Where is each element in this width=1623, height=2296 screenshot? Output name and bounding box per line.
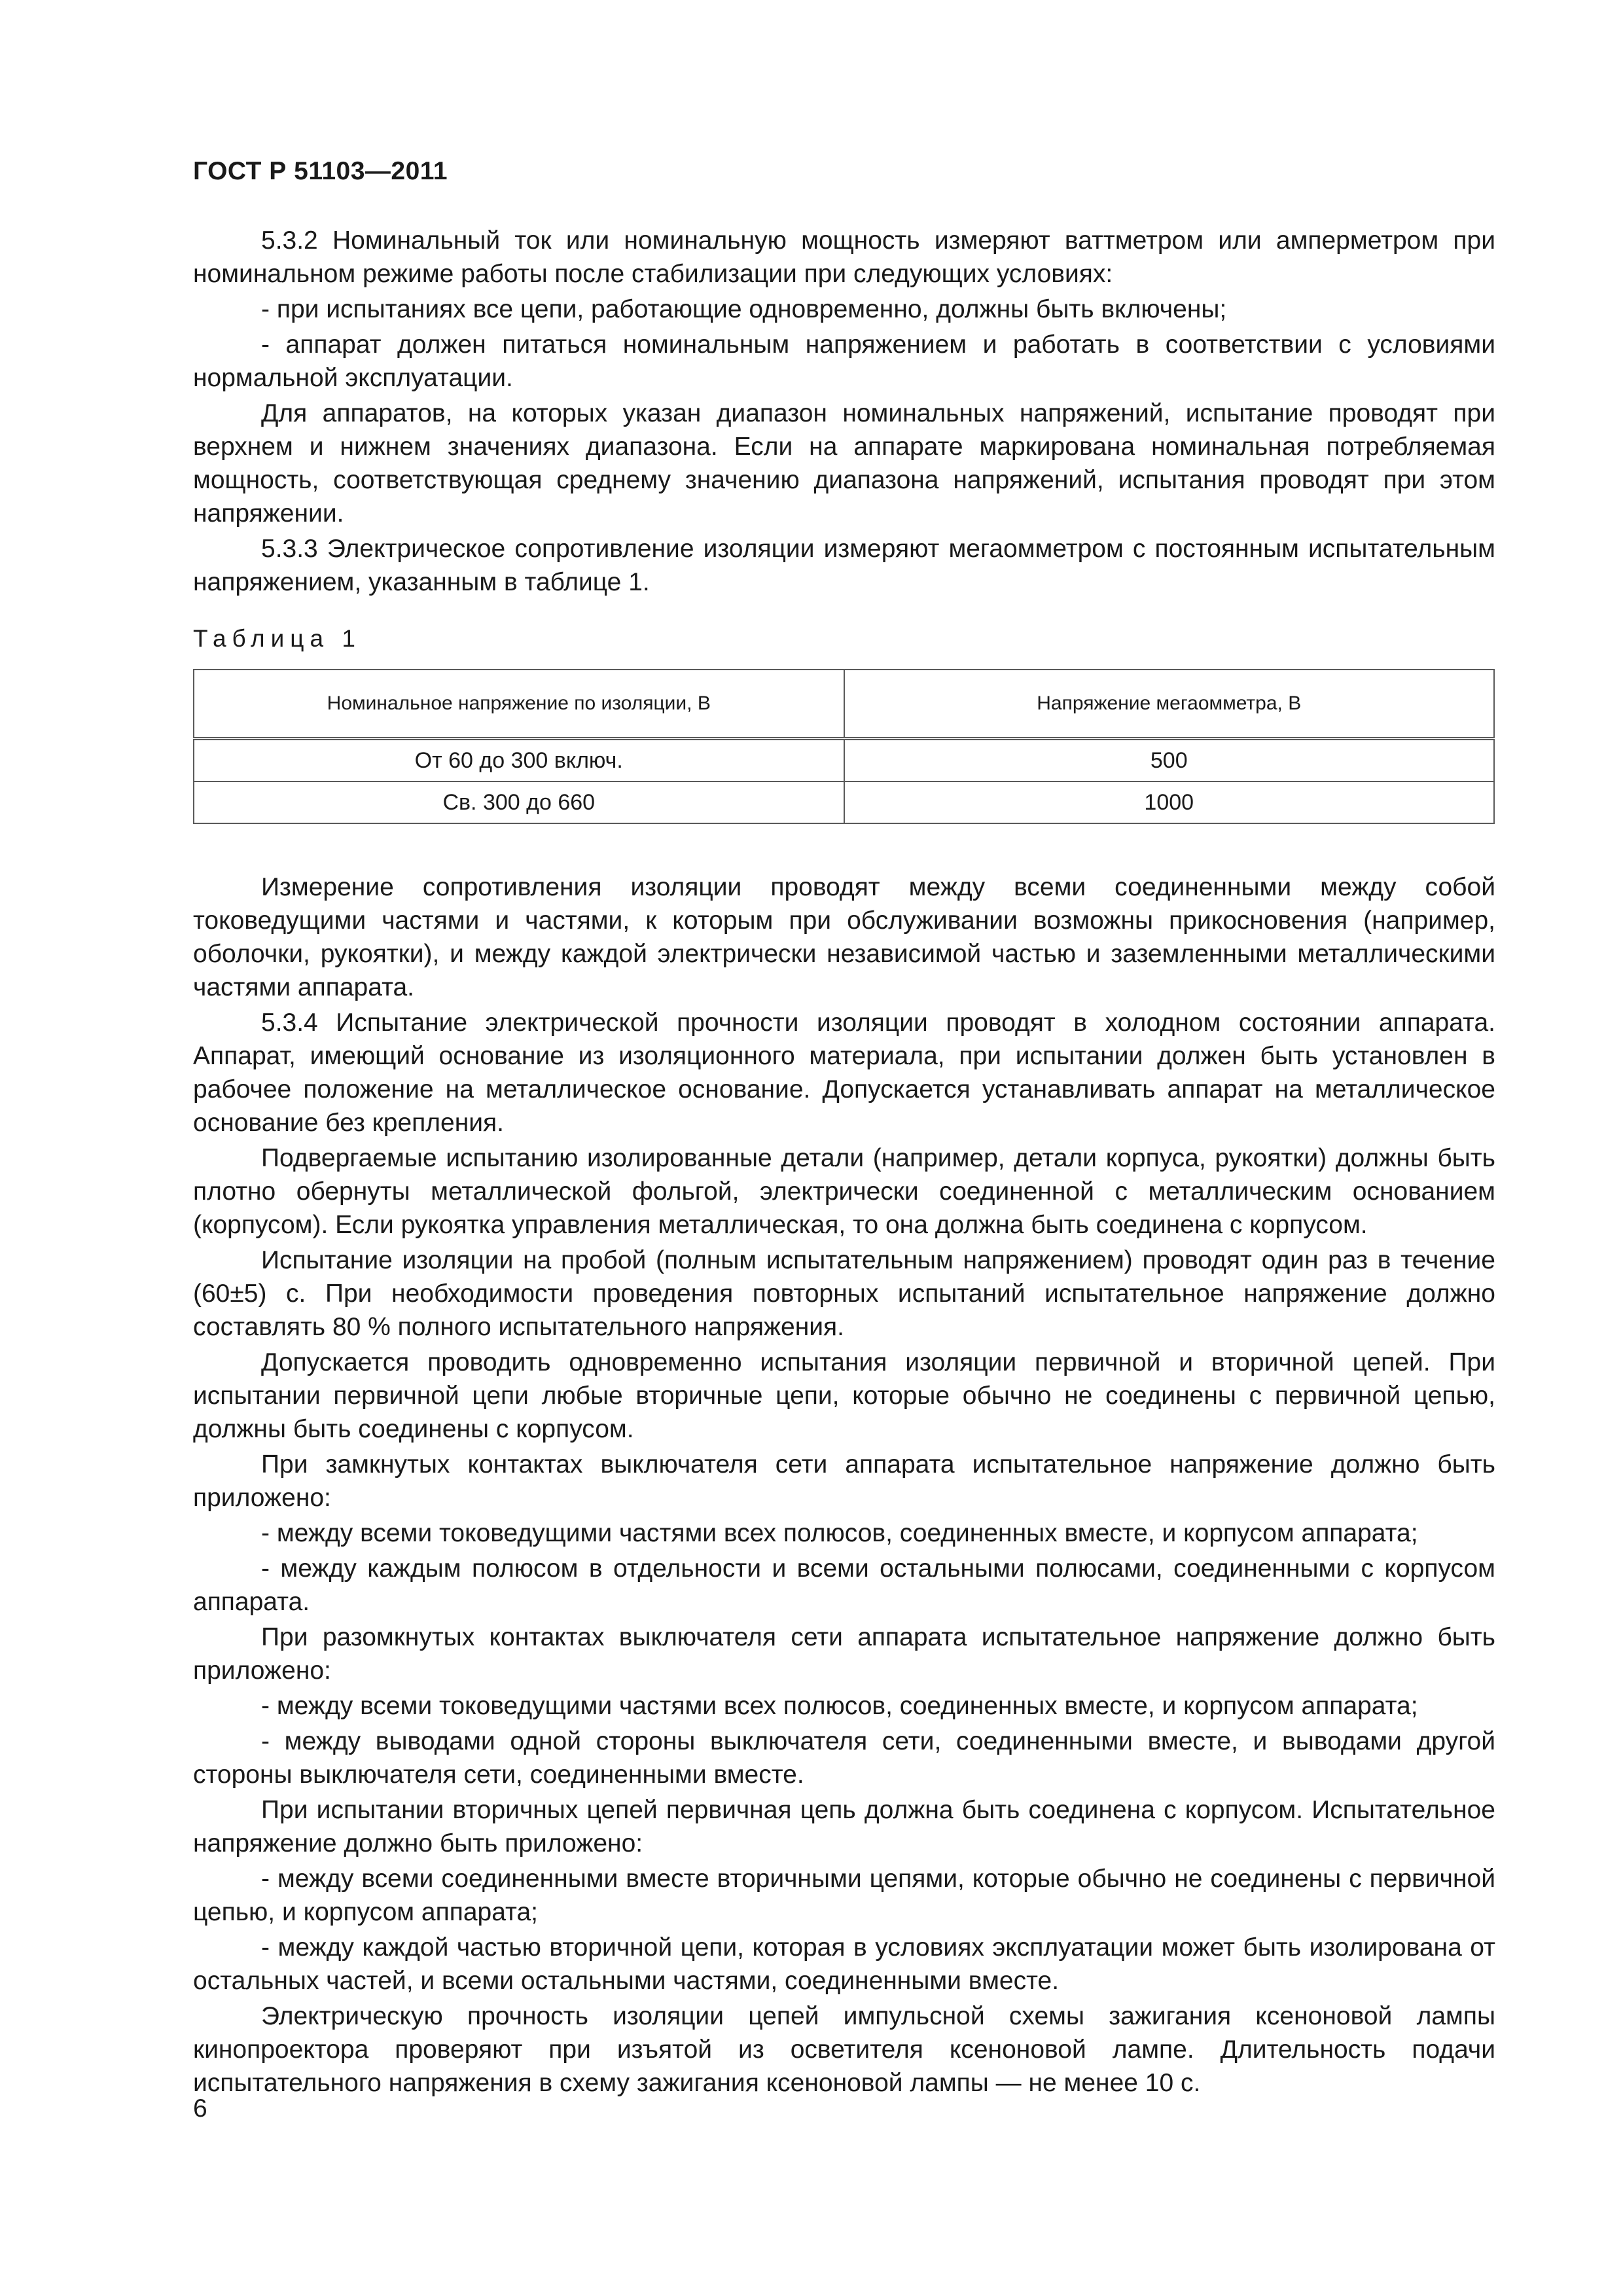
list-item: - между каждым полюсом в отдельности и всеми остальными полюсами, соединенными с корпусом аппарата.: [193, 1554, 1495, 1616]
document-header: ГОСТ Р 51103—2011: [193, 157, 448, 185]
paragraph: При разомкнутых контактах выключателя сети аппарата испытательное напряжение должно быть приложено:: [193, 1623, 1495, 1685]
list-item: - между выводами одной стороны выключателя сети, соединенными вместе, и выводами другой стороны выключателя сети, соединенными вместе.: [193, 1727, 1495, 1789]
list-item: - между всеми токоведущими частями всех полюсов, соединенных вместе, и корпусом аппарата;: [261, 1519, 1418, 1547]
table-caption: Таблица 1: [193, 625, 361, 652]
paragraph: Допускается проводить одновременно испытания изоляции первичной и вторичной цепей. При испытании первичной цепи любые вторичные цепи, которые обычно не соединены с первичной цепью, должны быть соединены с корпусом.: [193, 1348, 1495, 1443]
paragraph: 5.3.2 Номинальный ток или номинальную мощность измеряют ваттметром или амперметром при номинальном режиме работы после стабилизации при следующих условиях:: [193, 226, 1495, 288]
list-item: - между всеми токоведущими частями всех полюсов, соединенных вместе, и корпусом аппарата;: [261, 1692, 1418, 1720]
paragraph: При испытании вторичных цепей первичная цепь должна быть соединена с корпусом. Испытательное напряжение должно быть приложено:: [193, 1796, 1495, 1857]
column-header: Напряжение мегаомметра, В: [844, 670, 1495, 739]
list-item: - между каждой частью вторичной цепи, которая в условиях эксплуатации может быть изолирована от остальных частей, и всеми остальными частями, соединенными вместе.: [193, 1933, 1495, 1995]
table-cell: 1000: [844, 781, 1495, 823]
table-cell: 500: [844, 739, 1495, 782]
column-header: Номинальное напряжение по изоляции, В: [194, 670, 844, 739]
paragraph: Подвергаемые испытанию изолированные детали (например, детали корпуса, рукоятки) должны быть плотно обернуты металлической фольгой, электрически соединенной с металлическим основанием (корпусом). Если рукоятка управления металлическая, то она должна быть соединена с корпусом.: [193, 1144, 1495, 1239]
table-cell: Св. 300 до 660: [194, 781, 844, 823]
table-row: [194, 739, 1494, 782]
paragraph: 5.3.3 Электрическое сопротивление изоляции измеряют мегаомметром с постоянным испытательным напряжением, указанным в таблице 1.: [193, 535, 1495, 596]
paragraph: При замкнутых контактах выключателя сети аппарата испытательное напряжение должно быть приложено:: [193, 1450, 1495, 1512]
table-row: [194, 781, 1494, 823]
page-number: 6: [193, 2094, 207, 2123]
paragraph: Электрическую прочность изоляции цепей импульсной схемы зажигания ксеноновой лампы кинопроектора проверяют при изъятой из осветителя ксеноновой лампе. Длительность подачи испытательного напряжения в схему зажигания ксеноновой лампы — не менее 10 с.: [193, 2002, 1495, 2097]
paragraph: Для аппаратов, на которых указан диапазон номинальных напряжений, испытание проводят при верхнем и нижнем значениях диапазона. Если на аппарате маркирована номинальная потребляемая мощность, соответствующая среднему значению диапазона напряжений, испытания проводят при этом напряжении.: [193, 399, 1495, 528]
paragraph: Испытание изоляции на пробой (полным испытательным напряжением) проводят один раз в течение (60±5) с. При необходимости проведения повторных испытаний испытательное напряжение должно составлять 80 % полного испытательного напряжения.: [193, 1246, 1495, 1341]
paragraph: Измерение сопротивления изоляции проводят между всеми соединенными между собой токоведущими частями и частями, к которым при обслуживании возможны прикосновения (например, оболочки, рукоятки), и между каждой электрически независимой частью и заземленными металлическими частями аппарата.: [193, 873, 1495, 1001]
table-cell: От 60 до 300 включ.: [194, 739, 844, 782]
paragraph: - аппарат должен питаться номинальным напряжением и работать в соответствии с условиями нормальной эксплуатации.: [193, 331, 1495, 392]
section-5-3-4-text: [193, 870, 1495, 2102]
section-5-3-2-text: [193, 224, 1495, 601]
paragraph: 5.3.4 Испытание электрической прочности изоляции проводят в холодном состоянии аппарата. Аппарат, имеющий основание из изоляционного материала, при испытании должен быть установлен в рабочее положение на металлическое основание. Допускается устанавливать аппарат на металлическое основание без крепления.: [193, 1009, 1495, 1137]
table-1: [193, 669, 1495, 824]
list-item: - между всеми соединенными вместе вторичными цепями, которые обычно не соединены с первичной цепью, и корпусом аппарата;: [193, 1865, 1495, 1926]
paragraph: - при испытаниях все цепи, работающие одновременно, должны быть включены;: [261, 295, 1227, 323]
table-header-row: [194, 670, 1494, 739]
